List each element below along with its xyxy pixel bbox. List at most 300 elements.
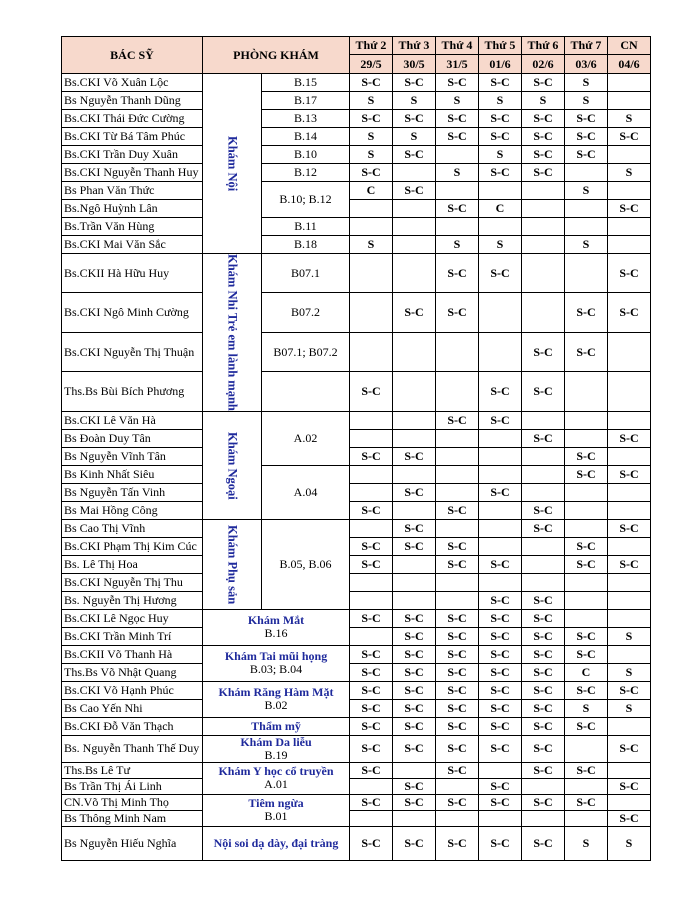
table-row: [62, 591, 651, 609]
shift-cell: S-C: [350, 762, 393, 778]
shift-cell: S-C: [565, 645, 608, 663]
shift-cell: [608, 717, 651, 735]
shift-cell: [436, 182, 479, 200]
shift-cell: C: [350, 182, 393, 200]
table-row: [62, 411, 651, 429]
shift-cell: S-C: [522, 128, 565, 146]
table-row: [62, 778, 651, 794]
shift-cell: S-C: [393, 627, 436, 645]
room-number: B.01: [264, 809, 288, 824]
department-name: Khám Da liễu: [240, 735, 312, 749]
department-name: Nội soi dạ dày, đại tràng: [213, 835, 339, 850]
shift-cell: [522, 182, 565, 200]
shift-cell: [479, 182, 522, 200]
shift-cell: S: [350, 128, 393, 146]
department-name: Khám Y học cổ truyền: [218, 764, 334, 779]
shift-cell: [393, 429, 436, 447]
shift-cell: [522, 411, 565, 429]
shift-cell: [608, 537, 651, 555]
shift-cell: [522, 200, 565, 218]
shift-cell: S-C: [436, 254, 479, 293]
shift-cell: [565, 501, 608, 519]
shift-cell: [608, 794, 651, 810]
shift-cell: [608, 92, 651, 110]
shift-cell: S-C: [608, 254, 651, 293]
shift-cell: [350, 293, 393, 332]
table-row: [62, 794, 651, 810]
shift-cell: S-C: [522, 110, 565, 128]
shift-cell: S-C: [350, 699, 393, 717]
room-number: B.18: [262, 236, 350, 254]
room-number: B07.1; B07.2: [262, 332, 350, 371]
shift-cell: [522, 254, 565, 293]
shift-cell: [522, 447, 565, 465]
shift-cell: S-C: [436, 110, 479, 128]
room-number: B07.1: [262, 254, 350, 293]
room-number: [262, 372, 350, 412]
doctor-name: Bs Nguyễn Tấn Vinh: [62, 483, 203, 501]
department-name: Khám Ngoại: [225, 431, 240, 500]
shift-cell: [350, 591, 393, 609]
shift-cell: S-C: [350, 537, 393, 555]
shift-cell: [522, 293, 565, 332]
shift-cell: [608, 447, 651, 465]
room-number: B.05, B.06: [262, 519, 350, 609]
shift-cell: [608, 146, 651, 164]
shift-cell: [350, 465, 393, 483]
table-row: [62, 735, 651, 762]
shift-cell: S-C: [479, 483, 522, 501]
shift-cell: S-C: [522, 717, 565, 735]
shift-cell: [565, 164, 608, 182]
department-cell: [203, 645, 350, 681]
shift-cell: [436, 465, 479, 483]
shift-cell: S-C: [393, 293, 436, 332]
room-number: A.04: [262, 465, 350, 519]
shift-cell: S-C: [350, 717, 393, 735]
shift-cell: [350, 627, 393, 645]
department-name: Khám Nhi Trẻ em lành mạnh: [225, 254, 240, 411]
shift-cell: S-C: [350, 74, 393, 92]
room-number: B.02: [264, 698, 288, 713]
shift-cell: [522, 537, 565, 555]
table-row: [62, 826, 651, 860]
day-name-header: Thứ 6: [522, 37, 565, 55]
shift-cell: S-C: [436, 645, 479, 663]
shift-cell: [608, 411, 651, 429]
shift-cell: S-C: [479, 778, 522, 794]
shift-cell: [565, 778, 608, 794]
department-name: Khám Răng Hàm Mặt: [218, 685, 334, 700]
shift-cell: S: [608, 663, 651, 681]
shift-cell: [393, 810, 436, 826]
shift-cell: S-C: [393, 645, 436, 663]
shift-cell: [608, 332, 651, 371]
doctor-name: Bs Thông Minh Nam: [62, 810, 203, 826]
shift-cell: [393, 555, 436, 573]
shift-cell: [608, 609, 651, 627]
table-row: [62, 236, 651, 254]
shift-cell: S-C: [393, 182, 436, 200]
department-name: Khám Phụ sản: [225, 524, 240, 604]
shift-cell: [479, 429, 522, 447]
shift-cell: S-C: [522, 519, 565, 537]
shift-cell: S-C: [350, 447, 393, 465]
shift-cell: S-C: [565, 332, 608, 371]
shift-cell: S-C: [436, 609, 479, 627]
room-number: B.12: [262, 164, 350, 182]
shift-cell: S-C: [479, 110, 522, 128]
shift-cell: [436, 447, 479, 465]
shift-cell: S-C: [436, 200, 479, 218]
shift-cell: [436, 483, 479, 501]
room-number: B.11: [262, 218, 350, 236]
doctor-name: Bs.Trần Văn Hùng: [62, 218, 203, 236]
shift-cell: S: [393, 128, 436, 146]
shift-cell: S-C: [479, 609, 522, 627]
shift-cell: S-C: [350, 164, 393, 182]
shift-cell: S-C: [608, 128, 651, 146]
shift-cell: S-C: [565, 110, 608, 128]
department-cell: [203, 254, 262, 412]
shift-cell: S: [479, 92, 522, 110]
shift-cell: S-C: [436, 681, 479, 699]
shift-cell: S: [565, 236, 608, 254]
shift-cell: [479, 810, 522, 826]
shift-cell: S-C: [436, 501, 479, 519]
shift-cell: S-C: [608, 810, 651, 826]
shift-cell: S-C: [479, 627, 522, 645]
table-row: [62, 218, 651, 236]
shift-cell: S-C: [436, 411, 479, 429]
doctor-name: Bs Trần Thị Ái Linh: [62, 778, 203, 794]
day-name-header: Thứ 7: [565, 37, 608, 55]
department-cell: [203, 826, 350, 860]
shift-cell: S-C: [479, 128, 522, 146]
department-cell: [203, 609, 350, 645]
shift-cell: S-C: [436, 663, 479, 681]
shift-cell: S-C: [608, 555, 651, 573]
shift-cell: [608, 645, 651, 663]
department-name: Khám Mắt: [247, 613, 305, 628]
shift-cell: S-C: [522, 762, 565, 778]
shift-cell: S-C: [479, 555, 522, 573]
shift-cell: S-C: [350, 372, 393, 412]
shift-cell: S-C: [350, 609, 393, 627]
shift-cell: S: [565, 182, 608, 200]
shift-cell: S-C: [565, 465, 608, 483]
shift-cell: S-C: [350, 681, 393, 699]
shift-cell: [522, 236, 565, 254]
table-row: [62, 609, 651, 627]
table-row: [62, 146, 651, 164]
table-row: [62, 555, 651, 573]
shift-cell: S-C: [608, 735, 651, 762]
department-cell: [203, 74, 262, 254]
doctor-name: Bs.CKI Võ Xuân Lộc: [62, 74, 203, 92]
shift-cell: S-C: [522, 627, 565, 645]
shift-cell: [565, 254, 608, 293]
department-cell: [203, 411, 262, 519]
doctor-name: Bs.CKI Lê Văn Hà: [62, 411, 203, 429]
shift-cell: S-C: [436, 555, 479, 573]
doctor-name: Bs.CKI Đỗ Văn Thạch: [62, 717, 203, 735]
shift-cell: [350, 519, 393, 537]
shift-cell: S-C: [479, 717, 522, 735]
department-name: Thẩm mỹ: [251, 718, 301, 733]
shift-cell: S-C: [608, 778, 651, 794]
shift-cell: S-C: [393, 826, 436, 860]
shift-cell: S-C: [565, 293, 608, 332]
shift-cell: [479, 465, 522, 483]
shift-cell: [565, 573, 608, 591]
shift-cell: S-C: [393, 146, 436, 164]
shift-cell: [565, 483, 608, 501]
shift-cell: [479, 519, 522, 537]
table-row: [62, 429, 651, 447]
table-row: [62, 519, 651, 537]
shift-cell: [436, 218, 479, 236]
day-name-header: CN: [608, 37, 651, 55]
table-row: [62, 717, 651, 735]
doctor-name: Ths.Bs Lê Tư: [62, 762, 203, 778]
table-row: [62, 254, 651, 293]
table-row: [62, 110, 651, 128]
shift-cell: [479, 293, 522, 332]
shift-cell: S-C: [479, 663, 522, 681]
shift-cell: C: [479, 200, 522, 218]
shift-cell: S-C: [479, 699, 522, 717]
doctor-name: Bs.CKI Nguyễn Thanh Huy: [62, 164, 203, 182]
shift-cell: S-C: [393, 717, 436, 735]
day-date-header: 01/6: [479, 55, 522, 74]
shift-cell: S-C: [522, 681, 565, 699]
shift-cell: [393, 218, 436, 236]
room-number: B.13: [262, 110, 350, 128]
shift-cell: [522, 465, 565, 483]
table-row: [62, 465, 651, 483]
shift-cell: [565, 411, 608, 429]
shift-cell: S-C: [436, 293, 479, 332]
table-row: [62, 92, 651, 110]
doctor-name: Bs.CKI Phạm Thị Kim Cúc: [62, 537, 203, 555]
shift-cell: S-C: [565, 627, 608, 645]
doctor-name: Ths.Bs Võ Nhật Quang: [62, 663, 203, 681]
shift-cell: [608, 501, 651, 519]
shift-cell: [350, 778, 393, 794]
shift-cell: S-C: [436, 537, 479, 555]
shift-cell: S-C: [436, 735, 479, 762]
shift-cell: S-C: [522, 164, 565, 182]
shift-cell: S-C: [608, 200, 651, 218]
department-cell: [203, 681, 350, 717]
shift-cell: S-C: [479, 735, 522, 762]
doctor-name: Bs.CKII Hà Hữu Huy: [62, 254, 203, 293]
shift-cell: [522, 573, 565, 591]
shift-cell: [522, 778, 565, 794]
shift-cell: S: [479, 236, 522, 254]
shift-cell: [479, 762, 522, 778]
shift-cell: S-C: [608, 429, 651, 447]
shift-cell: S-C: [479, 411, 522, 429]
shift-cell: S-C: [479, 372, 522, 412]
department-name: Khám Tai mũi họng: [224, 649, 328, 664]
doctor-name: Bs.CKI Thái Đức Cường: [62, 110, 203, 128]
shift-cell: [350, 200, 393, 218]
shift-cell: [436, 519, 479, 537]
shift-cell: [565, 519, 608, 537]
shift-cell: [565, 372, 608, 412]
table-row: [62, 164, 651, 182]
room-number: A.02: [262, 411, 350, 465]
doctor-name: Bs.CKI Võ Hạnh Phúc: [62, 681, 203, 699]
doctor-column-header: BÁC SỸ: [62, 37, 203, 74]
table-row: [62, 200, 651, 218]
shift-cell: S-C: [393, 519, 436, 537]
shift-cell: S-C: [479, 645, 522, 663]
department-cell: [203, 735, 350, 762]
shift-cell: C: [565, 663, 608, 681]
shift-cell: S: [350, 236, 393, 254]
table-row: [62, 627, 651, 645]
doctor-name: Bs.CKI Trần Duy Xuân: [62, 146, 203, 164]
doctor-name: Bs Nguyễn Hiếu Nghĩa: [62, 826, 203, 860]
department-cell: [203, 519, 262, 609]
table-row: [62, 332, 651, 371]
shift-cell: [565, 218, 608, 236]
shift-cell: S-C: [436, 74, 479, 92]
shift-cell: S: [522, 92, 565, 110]
shift-cell: S-C: [393, 74, 436, 92]
shift-cell: S-C: [436, 762, 479, 778]
day-date-header: 04/6: [608, 55, 651, 74]
shift-cell: S-C: [393, 735, 436, 762]
table-row: [62, 573, 651, 591]
table-row: [62, 501, 651, 519]
doctor-name: Bs. Lê Thị Hoa: [62, 555, 203, 573]
shift-cell: [350, 810, 393, 826]
room-number: B.10; B.12: [262, 182, 350, 218]
shift-cell: S: [436, 236, 479, 254]
shift-cell: S-C: [479, 254, 522, 293]
shift-cell: S-C: [565, 537, 608, 555]
department-cell: [203, 717, 350, 735]
shift-cell: S-C: [436, 128, 479, 146]
department-name: Khám Nội: [225, 135, 240, 192]
shift-cell: [350, 332, 393, 371]
shift-cell: S-C: [565, 128, 608, 146]
shift-cell: S-C: [393, 699, 436, 717]
shift-cell: S-C: [565, 681, 608, 699]
room-number: B07.2: [262, 293, 350, 332]
room-number: B.10: [262, 146, 350, 164]
shift-cell: S-C: [436, 627, 479, 645]
shift-cell: [565, 735, 608, 762]
room-number: B.16: [264, 626, 288, 641]
shift-cell: S: [436, 92, 479, 110]
room-number: B.17: [262, 92, 350, 110]
shift-cell: [479, 573, 522, 591]
shift-cell: S-C: [393, 609, 436, 627]
doctor-name: Bs Kinh Nhất Siêu: [62, 465, 203, 483]
shift-cell: [393, 501, 436, 519]
shift-cell: [393, 200, 436, 218]
shift-cell: [608, 573, 651, 591]
shift-cell: S-C: [565, 447, 608, 465]
department-cell: [203, 794, 350, 826]
shift-cell: [608, 236, 651, 254]
table-row: [62, 293, 651, 332]
shift-cell: S: [608, 110, 651, 128]
shift-cell: [350, 429, 393, 447]
schedule-table: [61, 36, 651, 861]
shift-cell: S-C: [350, 555, 393, 573]
shift-cell: [565, 591, 608, 609]
shift-cell: [608, 483, 651, 501]
shift-cell: [350, 254, 393, 293]
shift-cell: [479, 501, 522, 519]
shift-cell: S-C: [565, 146, 608, 164]
table-row: [62, 537, 651, 555]
shift-cell: S-C: [608, 293, 651, 332]
shift-cell: S-C: [522, 372, 565, 412]
shift-cell: [479, 332, 522, 371]
day-date-header: 30/5: [393, 55, 436, 74]
table-row: [62, 74, 651, 92]
shift-cell: S-C: [608, 519, 651, 537]
shift-cell: S-C: [522, 699, 565, 717]
day-date-header: 29/5: [350, 55, 393, 74]
doctor-name: CN.Võ Thị Minh Thọ: [62, 794, 203, 810]
shift-cell: S-C: [479, 164, 522, 182]
room-number: B.14: [262, 128, 350, 146]
department-name: Tiêm ngừa: [248, 796, 304, 811]
shift-cell: S: [608, 164, 651, 182]
shift-cell: S-C: [436, 717, 479, 735]
shift-cell: [565, 609, 608, 627]
shift-cell: S-C: [522, 591, 565, 609]
shift-cell: S-C: [565, 794, 608, 810]
shift-cell: [565, 810, 608, 826]
shift-cell: [393, 573, 436, 591]
day-date-header: 31/5: [436, 55, 479, 74]
shift-cell: [522, 218, 565, 236]
doctor-name: Bs.CKII Võ Thanh Hà: [62, 645, 203, 663]
clinic-column-header: PHÒNG KHÁM: [203, 37, 350, 74]
shift-cell: S: [608, 826, 651, 860]
shift-cell: [436, 429, 479, 447]
shift-cell: S-C: [479, 794, 522, 810]
table-row: [62, 372, 651, 412]
shift-cell: [522, 810, 565, 826]
room-number: B.03; B.04: [249, 662, 303, 677]
shift-cell: S: [350, 92, 393, 110]
shift-cell: S: [608, 699, 651, 717]
schedule-body: [62, 37, 651, 861]
shift-cell: S-C: [350, 826, 393, 860]
day-date-header: 03/6: [565, 55, 608, 74]
shift-cell: [608, 591, 651, 609]
shift-cell: S-C: [565, 555, 608, 573]
shift-cell: S-C: [393, 663, 436, 681]
day-name-header: Thứ 4: [436, 37, 479, 55]
shift-cell: S: [565, 699, 608, 717]
shift-cell: [393, 762, 436, 778]
table-row: [62, 447, 651, 465]
table-row: [62, 128, 651, 146]
room-number: A.01: [264, 777, 288, 792]
shift-cell: S-C: [350, 110, 393, 128]
